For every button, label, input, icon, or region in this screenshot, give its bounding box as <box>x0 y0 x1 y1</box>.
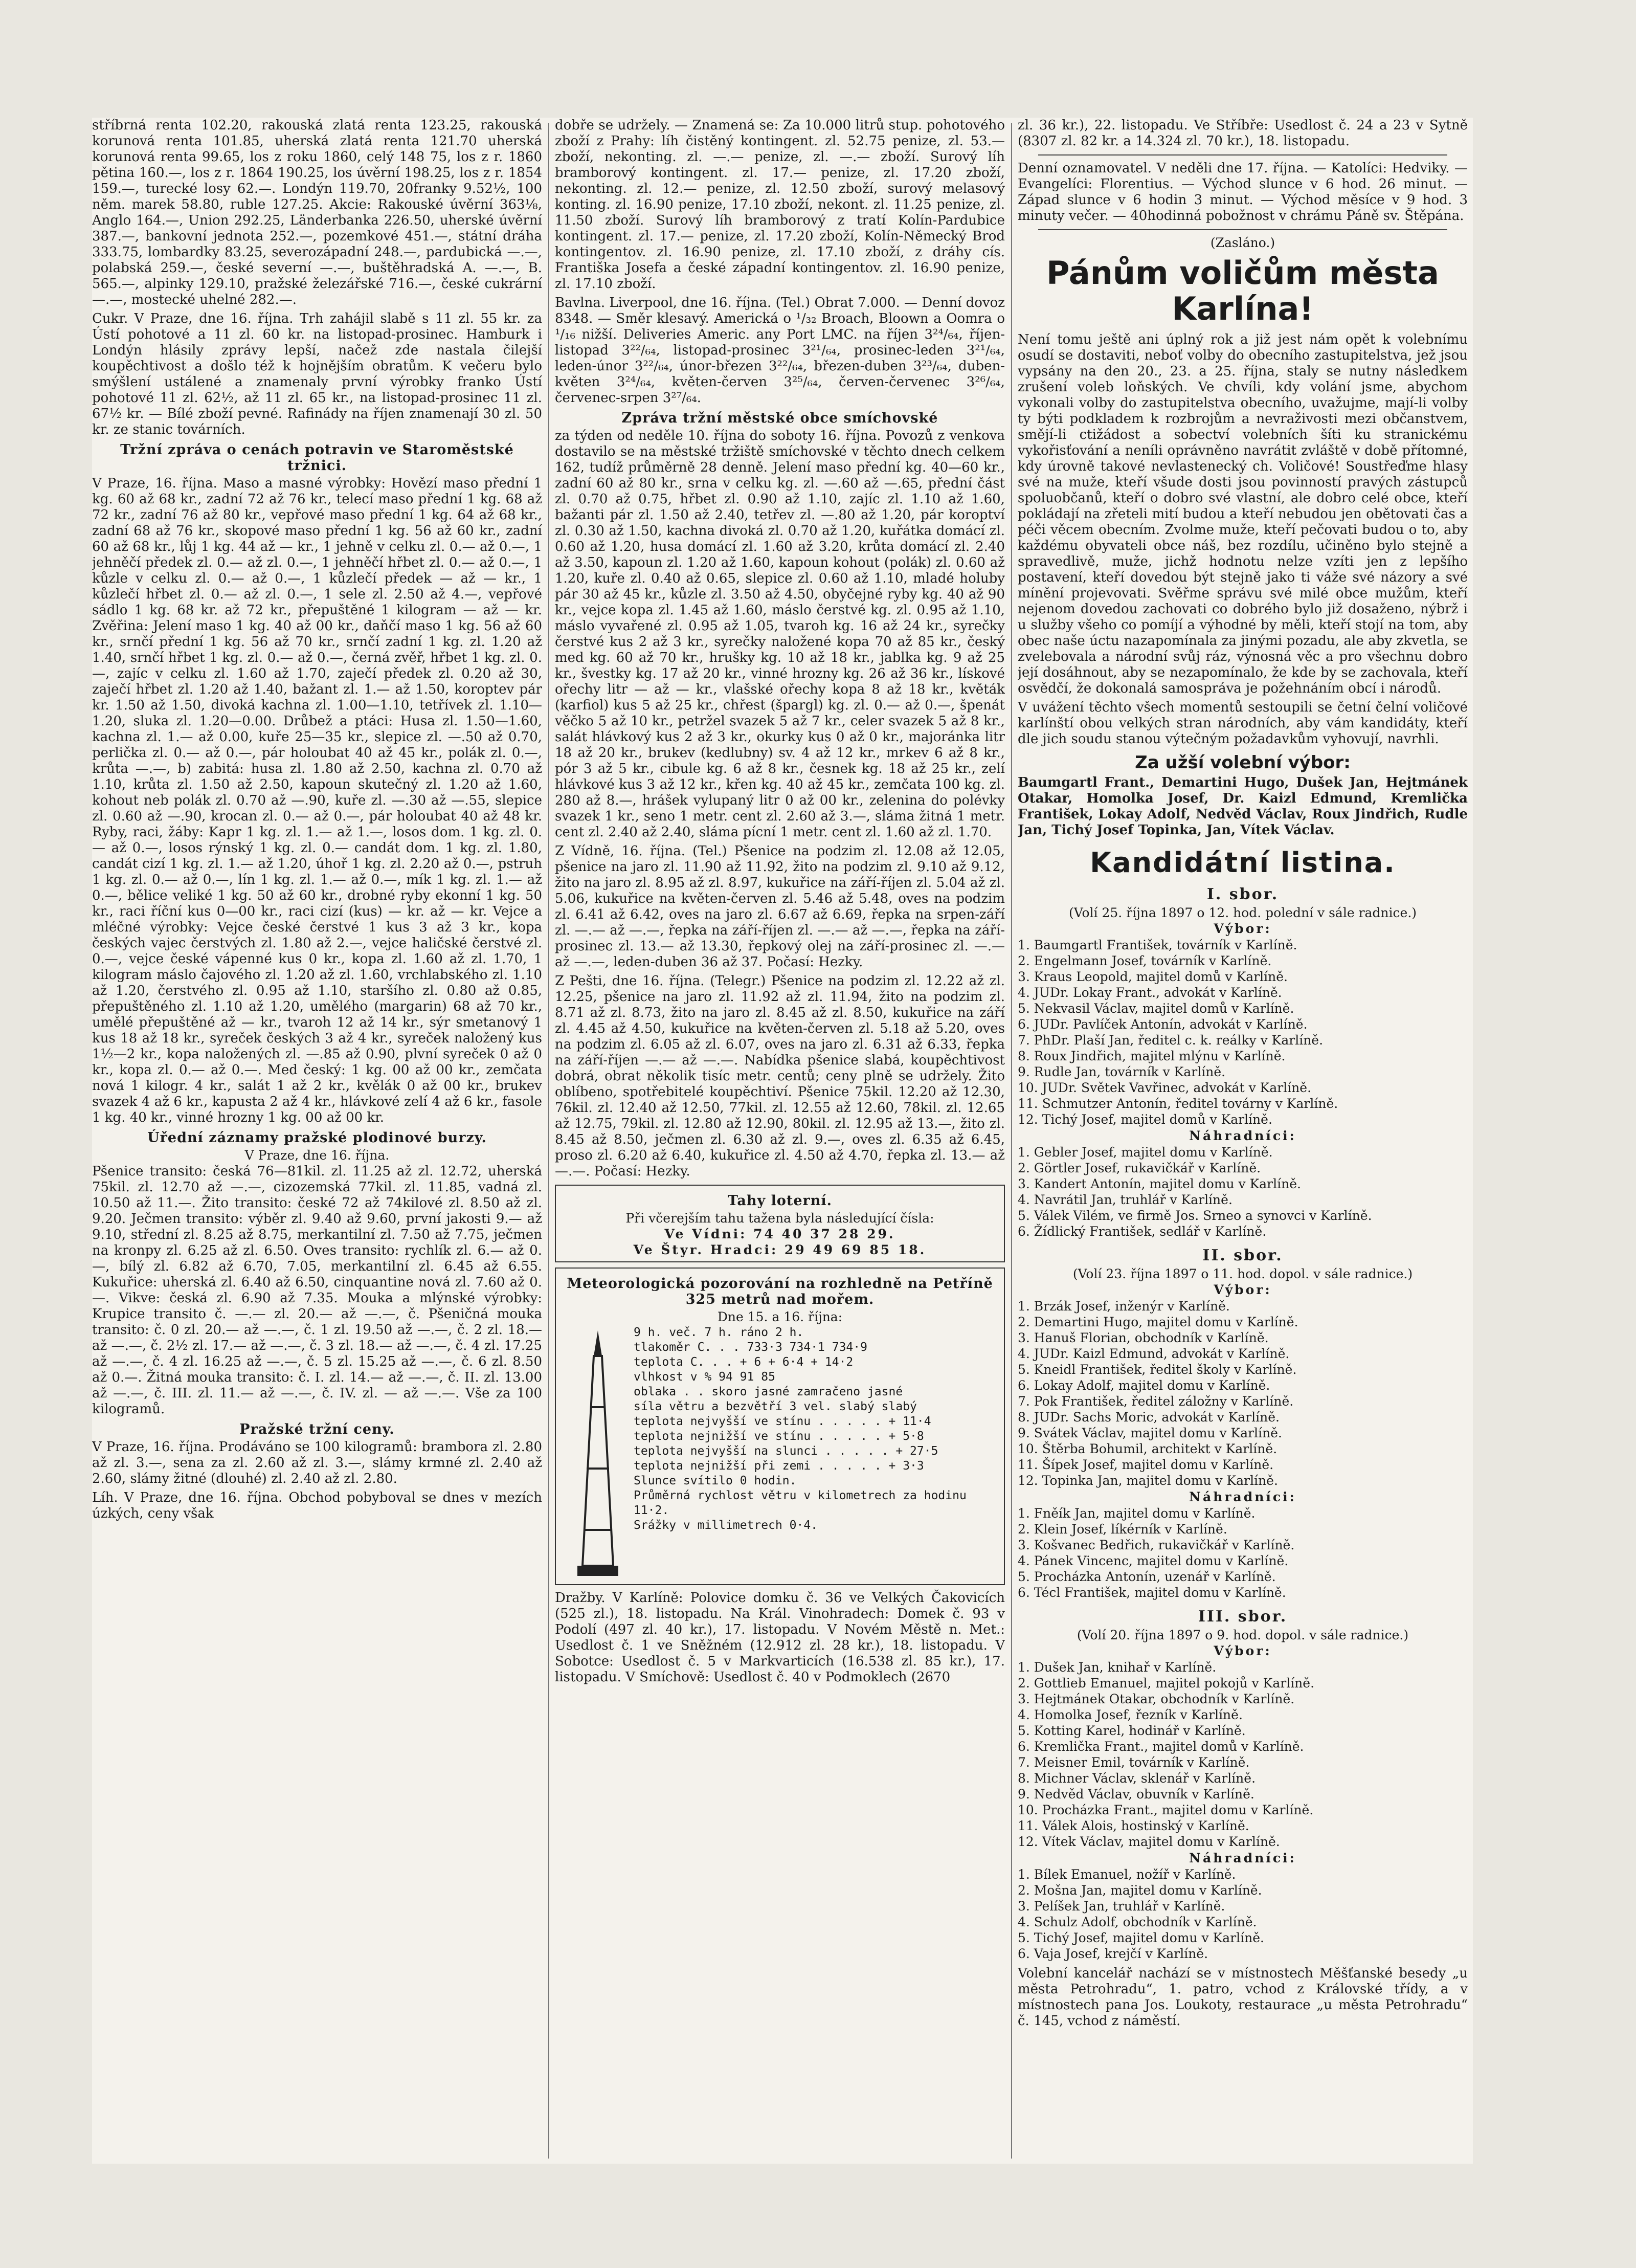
substitute: 1. Gebler Josef, majitel domu v Karlíně. <box>1018 1145 1273 1160</box>
spirit-report: Líh. V Praze, dne 16. října. Obchod pobyboval se dnes v mezích úzkých, ceny však <box>92 1490 542 1521</box>
substitutes-label: Náhradníci: <box>1189 1128 1296 1143</box>
candidate: 12. Topinka Jan, majitel domu v Karlíně. <box>1018 1473 1278 1488</box>
market-report: V Praze, 16. října. Maso a masné výrobky: Hovězí maso přední 1 kg. 60 až 68 kr., zadní 72 až 76 kr., telecí maso přední 1 kg. 68 až 72 kr., zadní 76 až 80 kr., vepřové maso přední 1 kg. 64 až 68 kr., zadní 68 až 76 kr., skopové maso přední 1 kg. 56 až 60 kr., zadní 60 až 68 kr., lůj 1 kg. 44 až — kr., 1 jehně v celku zl. 0.— až 0.—, 1 jehněčí předek zl. 0.— až zl. 0.—, 1 jehněčí hřbet zl. 0.— až 0.—, 1 kůzle v celku zl. 0.— až 0.—, 1 kůzlečí předek — až — kr., 1 kůzlečí hřbet zl. 0.— až zl. 0.—, 1 sele zl. 2.50 až 4.—, vepřové sádlo 1 kg. 68 kr. až 72 kr., přepuštěné 1 kilogram — až — kr. Zvěřina: Jelení maso 1 kg. 40 až 00 kr., daňčí maso 1 kg. 56 až 60 kr., srnčí přední 1 kg. 56 až 70 kr., srnčí zadní 1 kg. zl. 1.20 až 1.40, srnčí hřbet 1 kg. zl. 0.— až 0.—, černá zvěř, hřbet 1 kg. zl. 0.—, zajíc v celku zl. 1.60 až 1.70, zaječí předek zl. 0.20 až 30, zaječí hřbet zl. 1.20 až 1.40, bažant zl. 1.— až 1.50, koroptev pár kr. 1.50 až 1.50, divoká kachna zl. 1.00—1.10, tetřívek zl. 1.10—1.20, sluka zl. 1.20—0.00. Drůbež a ptáci: Husa zl. 1.50—1.60, kachna zl. 1.— až 0.00, kuře 25—35 kr., slepice zl. —.50 až 0.70, perlička zl. 0.— až 0.—, pár holoubat 40 až 45 kr., polák zl. 0.—, krůta —.—, b) zabitá: husa zl. 1.80 až 2.50, kachna zl. 0.70 až 1.10, krůta zl. 1.50 až 2.50, kapoun skutečný zl. 1.20 až 1.60, kohout neb polák zl. 0.70 až —.90, kuře zl. —.30 až —.55, slepice zl. 0.60 až —.90, krocan zl. 0.— až 0.—, pár holoubat 40 až 48 kr. Ryby, raci, žáby: Kapr 1 kg. zl. 1.— až 1.—, losos dom. 1 kg. zl. 0.— až 0.—, losos rýnský 1 kg. zl. 0.— candát dom. 1 kg. zl. 1.80, candát cizí 1 kg. zl. 1.— až 1.20, úhoř 1 kg. zl. 2.20 až 0.—, pstruh 1 kg. zl. 0.— až 0.—, lín 1 kg. zl. 1.— až 0.—, mík 1 kg. zl. 1.— až 0.—, bělice veliké 1 kg. 50 až 60 kr., drobné ryby ekonní 1 kg. 50 kr., raci říční kus 0—00 kr., raci cizí (kus) — kr. až — kr. Vejce a mléčné výrobky: Vejce české čerstvé 1 kus 3 až 3 kr., kopa českých vajec čerstvých zl. 1.80 až 2.—, vejce haličské čerstvé zl. 0.—, vejce české vápenné kus 0 kr., kopa zl. 1.60 až zl. 1.70, 1 kilogram máslo čajového zl. 1.20 až zl. 1.60, vrchlabského zl. 1.10 až 1.20, čerstvého zl. 0.95 až 1.10, staršího zl. 0.80 až 0.85, přepuštěného zl. 1.10 až 1.20, umělého (margarin) 68 až 70 kr., umělé přepuštěné až — kr., tvaroh 12 až 14 kr., sýr smetanový 1 kus 18 až 18 kr., syreček českých 3 až 4 kr., syreček naložený kus 1½—2 kr., kopa naložených zl. —.85 až 0.90, plvní syreček 0 až 0 kr., kopa zl. 0.— až 0.—. Med český: 1 kg. 00 až 00 kr., zemčata nová 1 kilogr. 4 kr., salát 1 až 2 kr., kvělák 0 až 00 kr., brukev svazek 4 až 6 kr., kapusta 2 až 4 kr., hlávkové zelí 4 až 6 kr., fasole 1 kg. 40 kr., vinné hrozny 1 kg. 00 až 00 kr. <box>92 476 542 1125</box>
candidate: 1. Baumgartl František, továrník v Karlíně. <box>1018 938 1297 952</box>
candidate: 4. JUDr. Lokay Frant., advokát v Karlíně. <box>1018 985 1282 1000</box>
candidate: 9. Rudle Jan, továrník v Karlíně. <box>1018 1064 1226 1079</box>
met-extra: teplota nejvyšší ve stínu . . . . . + 11·4 <box>634 1415 931 1428</box>
substitute: 2. Klein Josef, líkérník v Karlíně. <box>1018 1522 1227 1537</box>
lottery-title: Tahy loterní. <box>727 1193 833 1209</box>
substitute: 5. Válek Vilém, ve firmě Jos. Srneo a synovci v Karlíně. <box>1018 1208 1372 1223</box>
substitute: 2. Görtler Josef, rukavičkář v Karlíně. <box>1018 1161 1261 1175</box>
candidate: 12. Vítek Václav, majitel domu v Karlíně. <box>1018 1834 1280 1849</box>
met-row: síla větru a bezvětří 3 vel. slabý slabý <box>634 1400 917 1413</box>
election-office-notice: Volební kancelář nachází se v místnostech Měšťanské besedy „u města Petrohradu“, 1. patro, vchod z Královské třídy, a v místnostech pana Jos. Loukoty, restaurace „u města Petrohradu“ č. 145, vchod z náměstí. <box>1018 1966 1468 2029</box>
substitute: 3. Kandert Antonín, majitel domu v Karlíně. <box>1018 1176 1301 1191</box>
met-row: teplota C. . . + 6 + 6·4 + 14·2 <box>634 1355 854 1369</box>
divider <box>1038 154 1447 155</box>
candidate-list-title: Kandidátní listina. <box>1090 847 1396 879</box>
smichov-heading: Zpráva tržní městské obce smíchovské <box>621 410 938 426</box>
lottery-vienna: Ve Vídni: 74 40 37 28 29. <box>664 1227 895 1241</box>
met-extra: teplota nejnižší ve stínu . . . . . + 5·8 <box>634 1430 924 1443</box>
appeal-text: Není tomu ještě ani úplný rok a již jest nám opět k volebnímu osudí se dostaviti, neboť volby do obecního zastupitelstva, jež jsou vypsány na den 20., 23. a 25. října, staly se nutny následkem zrušení voleb loňských. Ve chvíli, kdy volání jsme, abychom vykonali volby do zastupitelstva obecního, uvažujme, mají-li volby ty býti podkladem k rozbrojům a nevraživosti mezi občanstvem, smějí-li ctižádost a sobectví volebních šíti ku stranickému vykořisťování a neníli oprávněno navrátit zvláště v době přítomné, kdy úrovně takové nevlastenecký ch. Voličové! Soustřeďme hlasy své na muže, kteří všude dosti jsou povinností pravých zástupců spoluobčanů, kteří o dobro své vlastní, ale dobro celé obce, kteří pokládají na zřeteli mití budou a kteří nebudou jen obětovati čas a péči věcem obecním. Zvolme muže, kteří pečovati budou o to, aby každému obyvateli obce náš, bez rozdílu, učiněno bylo stejně a spravedlivě, muže, jichž hodnotu nelze vzíti jen z lepšího postavení, kteří dovedou být stejně jako ti váže své názory a své mínění projevovati. Svěřme správu své milé obce mužům, kteří nejenom dovedou zachovati co dobrého bylo již dosaženo, nýbrž i u služby všeho co pomíjí a výhodné by měli, kteří stojí na tom, aby obec naše úctu nazapomínala za jinými pozadu, ale aby zkvetla, se zvelebovala a národní svůj ráz, výnosná věc a pro všechnu dobro její dosáhnout, aby se nezapomínalo, že kde by se zachovala, kteří osvědčí, že dokonalá samospráva je požehnáním obcí i národů. <box>1018 332 1468 696</box>
appeal-conclusion: V uvážení těchto všech momentů sestoupili se četní čelní voličové karlínští obou velkých stran národních, aby vám kandidáty, kteří dle jich soudu stanou výtečným požadavkům vyhovují, navrhli. <box>1018 700 1468 747</box>
smichov-report: za týden od neděle 10. října do soboty 16. října. Povozů z venkova dostavilo se na městské tržiště smíchovské v těchto dnech celkem 162, tudíž průměrně 28 denně. Jelení maso přední kg. 40—60 kr., zadní 60 až 80 kr., srna v celku kg. zl. —.60 až —.65, přední část zl. 0.70 až 0.75, hřbet zl. 0.90 až 1.10, zajíc zl. 1.10 až 1.60, bažanti pár zl. 1.50 až 2.40, tetřev zl. —.80 až 1.20, pár koroptví zl. 0.30 až 1.50, kachna divoká zl. 0.70 až 1.20, kuřátka domácí zl. 0.60 až 1.20, husa domácí zl. 1.60 až 3.20, krůta domácí zl. 2.40 až 3.50, kapoun zl. 1.20 až 1.60, kapoun kohout (polák) zl. 0.60 až 1.20, kuře zl. 0.40 až 0.65, slepice zl. 0.60 až 1.10, mladé holuby pár 30 až 45 kr., kůzle zl. 3.50 až 4.50, obyčejné ryby kg. 40 až 90 kr., vejce kopa zl. 1.45 až 1.60, máslo čerstvé kg. zl. 0.95 až 1.10, máslo vyvařené zl. 0.95 až 1.05, tvaroh kg. 16 až 24 kr., syrečky čerstvé kus 2 až 3 kr., syrečky naložené kopa 70 až 85 kr., český med kg. 60 až 70 kr., hrušky kg. 10 až 18 kr., jablka kg. 9 až 25 kr., švestky kg. 17 až 20 kr., vinné hrozny kg. 26 až 36 kr., lískové ořechy litr — až — kr., vlašské ořechy kopa 8 až 18 kr., květák (karfiol) kus 5 až 25 kr., chřest (špargl) kg. zl. 0.— až 0.—, špenát věčko 5 až 10 kr., petržel svazek 5 až 7 kr., celer svazek 5 až 8 kr., salát hlávkový kus 2 až 3 kr., okurky kus 0 až 0 kr., majoránka litr 18 až 20 kr., brukev (kedlubny) sv. 4 až 12 kr., mrkev 6 až 8 kr., pór 3 až 5 kr., cibule kg. 6 až 8 kr., česnek kg. 18 až 25 kr., zelí hlávkové kus 3 až 12 kr., křen kg. 40 až 45 kr., zemčata 100 kg. zl. 280 až 8.—, hrášek vylupaný litr 0 až 00 kr., zelenina do polévky svazek 1 kr., seno 1 metr. cent zl. 2.60 až 3.—, sláma žitná 1 metr. cent zl. 2.40 až 2.40, sláma pícní 1 metr. cent zl. 1.60 až zl. 1.70. <box>555 428 1005 840</box>
substitutes-label: Náhradníci: <box>1189 1851 1296 1865</box>
candidate: 6. Lokay Adolf, majitel domu v Karlíně. <box>1018 1378 1270 1393</box>
meteorology-title: Meteorologická pozorování na rozhledně na Petříně 325 metrů nad mořem. <box>567 1276 993 1307</box>
candidate: 8. JUDr. Sachs Moric, advokát v Karlíně. <box>1018 1410 1280 1425</box>
exchange-date: V Praze, dne 16. října. <box>244 1148 390 1163</box>
substitute: 3. Košvanec Bedřich, rukavičkář v Karlíně. <box>1018 1538 1295 1552</box>
voters-headline: Pánům voličům města Karlína! <box>1046 254 1439 327</box>
candidate: 5. Nekvasil Václav, majitel domů v Karlíně. <box>1018 1001 1294 1016</box>
candidate: 7. Meisner Emil, továrník v Karlíně. <box>1018 1755 1250 1770</box>
section-2-title: II. sbor. <box>1202 1247 1283 1264</box>
candidate: 4. Homolka Josef, řezník v Karlíně. <box>1018 1707 1243 1722</box>
lottery-graz: Ve Štyr. Hradci: 29 49 69 85 18. <box>633 1242 927 1257</box>
substitute: 4. Schulz Adolf, obchodník v Karlíně. <box>1018 1915 1257 1929</box>
committee-names: Baumgartl Frant., Demartini Hugo, Dušek Jan, Hejtmánek Otakar, Homolka Josef, Dr. Kaizl Edmund, Kremlička František, Lokay Adolf, Nedvěd Václav, Roux Jindřich, Rudle Jan, Tichý Josef Topinka, Jan, Vítek Václav. <box>1018 775 1468 838</box>
section-3-title: III. sbor. <box>1198 1608 1288 1626</box>
met-row: tlakoměr C. . . 733·3 734·1 734·9 <box>634 1341 867 1354</box>
sent-in-label: (Zasláno.) <box>1210 235 1275 250</box>
candidate: 6. JUDr. Pavlíček Antonín, advokát v Karlíně. <box>1018 1017 1308 1032</box>
exchange-prices: Pšenice transito: česká 76—81kil. zl. 11.25 až zl. 12.72, uherská 75kil. zl. 12.70 až —.—, cizozemská 77kil. zl. 11.85, vadná zl. 10.50 až 11.—. Žito transito: české 72 až 74kilové zl. 8.50 až zl. 9.20. Ječmen transito: výběr zl. 9.40 až 9.60, první jakosti 9.— až 9.10, střední zl. 8.25 až 8.75, merkantilní zl. 7.50 až 7.75, ječmen na kronpy zl. 6.25 až zl. 6.50. Oves transito: rychlík zl. 6.— až 0.—, bílý zl. 6.82 až 6.70, 7.05, merkantilní zl. 6.45 až 6.55. Kukuřice: uherská zl. 6.40 až 6.50, cinquantine nová zl. 7.60 až 0.—. Vikve: česká zl. 6.90 až 7.35. Mouka a mlýnské výrobky: Krupice transito č. —.— zl. 20.— až —.—, č. Pšeničná mouka transito: č. 0 zl. 20.— až —.—, č. 1 zl. 19.50 až —.—, č. 2 zl. 18.— až —.—, č. 2½ zl. 17.— až —.—, č. 3 zl. 18.— až —.—, č. 4 zl. 17.25 až —.—, č. 4 zl. 16.25 až —.—, č. 5 zl. 15.25 až —.—, č. 6 zl. 8.50 až 0.—. Žitná mouka transito: č. I. zl. 14.— až —.—, č. II. zl. 13.00 až —.—, č. III. zl. 11.— až —.—, č. IV. zl. — až —.—. Vše za 100 kilogramů. <box>92 1164 542 1417</box>
column-3 <box>1018 118 1468 2164</box>
candidate: 5. Kotting Karel, hodinář v Karlíně. <box>1018 1723 1246 1738</box>
section-2-info: (Volí 23. října 1897 o 11. hod. dopol. v sále radnice.) <box>1072 1266 1413 1281</box>
substitute: 5. Tichý Josef, majitel domu v Karlíně. <box>1018 1930 1264 1945</box>
candidate: 1. Dušek Jan, knihař v Karlíně. <box>1018 1660 1217 1675</box>
auctions-report: Dražby. V Karlíně: Polovice domku č. 36 ve Velkých Čakovicích (525 zl.), 18. listopadu. Na Král. Vinohradech: Domek č. 93 v Podolí (497 zl. 40 kr.), 17. listopadu. V Novém Městě n. Met.: Usedlost č. 1 ve Sněžném (12.912 zl. 28 kr.), 18. listopadu. V Sobotce: Usedlost č. 5 v Markvarticích (16.538 zl. 85 kr.), 17. listopadu. V Smíchově: Usedlost č. 40 v Podmoklech (2670 <box>555 1590 1005 1685</box>
substitute: 6. Técl František, majitel domu v Karlíně. <box>1018 1585 1286 1600</box>
exchange-report: stříbrná renta 102.20, rakouská zlatá renta 123.25, rakouská korunová renta 101.85, uherská zlatá renta 121.70 uherská korunová renta 99.65, los z roku 1860, celý 148 75, los z r. 1860 pětina 160.—, los z r. 1864 190.25, los úvěrní 198.25, los z r. 1854 159.—, turecké losy 62.—. Londýn 119.70, 20franky 9.52½, 100 něm. marek 58.80, ruble 127.25. Akcie: Rakouské úvěrní 363⅛, Anglo 164.—, Union 292.25, Länderbanka 226.50, uherské úvěrní 387.—, bankovní jednota 252.—, pozemkové 451.—, státní dráha 333.75, lombardky 83.25, severozápadní 248.—, pardubická —.—, polabská 259.—, české severní —.—, buštěhradská A. —.—, B. 565.—, alpinky 129.10, pražské železářské 716.—, české cukrární —.—, mostecké uhelné 282.—. <box>92 118 542 307</box>
committee-title: Za užší volební výbor: <box>1135 752 1351 773</box>
lottery-intro: Při včerejším tahu tažena byla následující čísla: <box>625 1211 934 1226</box>
candidate: 10. Procházka Frant., majitel domu v Karlíně. <box>1018 1803 1314 1817</box>
met-extra: teplota nejvyšší na slunci . . . . . + 27·5 <box>634 1444 938 1458</box>
column-rule <box>548 123 549 2159</box>
candidate: 10. Štěrba Bohumil, architekt v Karlíně. <box>1018 1441 1278 1456</box>
prague-prices: V Praze, 16. října. Prodáváno se 100 kilogramů: brambora zl. 2.80 až zl. 3.—, sena za zl. 2.60 až zl. 3.—, slámy krmné zl. 2.40 až 2.60, slámy žitné (dlouhé) zl. 2.40 až zl. 2.80. <box>92 1439 542 1486</box>
candidate: 8. Roux Jindřich, majitel mlýnu v Karlíně. <box>1018 1049 1286 1063</box>
substitute: 4. Navrátil Jan, truhlář v Karlíně. <box>1018 1192 1232 1207</box>
spirit-continued: dobře se udržely. — Znamená se: Za 10.000 litrů stup. pohotového zboží z Prahy: líh čistěný kontingent. zl. 52.75 penize, zl. 53.— zboží, nekonting. zl. —.— penize, zl. —.— zboží. Surový líh bramborový kontingent. zl. 17.— penize, zl. 17.20 zboží, nekonting. zl. 12.— penize, zl. 12.50 zboží, surový melasový konting. zl. 16.90 penize, 17.10 zboží, nekont. zl. 11.25 penize, zl. 11.50 zboží. Surový líh bramborový z tratí Kolín-Pardubice kontingent. zl. 17.— penize, zl. 17.20 zboží, Kolín-Německý Brod kontingentov. zl. 16.90 penize, zl. 17.10 zboží, z dráhy cís. Františka Josefa a české západní kontingentov. zl. 16.90 penize, zl. 17.10 zboží. <box>555 118 1005 292</box>
candidate: 2. Engelmann Josef, továrník v Karlíně. <box>1018 953 1272 968</box>
auctions-continued: zl. 36 kr.), 22. listopadu. Ve Stříbře: Usedlost č. 24 a 23 v Sytně (8307 zl. 82 kr. a 14.324 zl. 70 kr.), 18. listopadu. <box>1018 118 1468 149</box>
candidate: 8. Michner Václav, sklenář v Karlíně. <box>1018 1771 1256 1786</box>
substitute: 3. Pelíšek Jan, truhlář v Karlíně. <box>1018 1899 1225 1914</box>
candidate: 2. Demartini Hugo, majitel domu v Karlíně. <box>1018 1315 1298 1329</box>
candidate: 7. PhDr. Plaší Jan, ředitel c. k. reálky v Karlíně. <box>1018 1033 1324 1048</box>
substitute: 1. Fněík Jan, majitel domu v Karlíně. <box>1018 1506 1256 1521</box>
candidate: 12. Tichý Josef, majitel domů v Karlíně. <box>1018 1112 1272 1127</box>
substitute: 1. Bílek Emanuel, nožíř v Karlíně. <box>1018 1867 1236 1882</box>
column-2 <box>555 118 1005 2164</box>
sugar-report: Cukr. V Praze, dne 16. října. Trh zahájil slabě s 11 zl. 55 kr. za Ústí pohotové a 11 zl. 60 kr. na listopad-prosinec. Hamburk i Londýn hlásily zprávy lepší, načež zde nastala čilejší koupěchtivost a došlo též k hojnějším obratům. K večeru bylo smýšlení ustálené a znamenaly první výrobky franko Ústí pohotové 11 zl. 62½, až 11 zl. 65 kr., na listopad-prosinec 11 zl. 67½ kr. — Bílé zboží pevné. Rafinády na říjen znamenají 30 zl. 50 kr. ze stanic továrních. <box>92 311 542 437</box>
section-1-title: I. sbor. <box>1206 885 1279 903</box>
candidate: 3. Hejtmánek Otakar, obchodník v Karlíně. <box>1018 1692 1295 1706</box>
column-rule <box>1011 123 1012 2159</box>
candidate: 1. Brzák Josef, inženýr v Karlíně. <box>1018 1299 1230 1314</box>
prague-prices-heading: Pražské tržní ceny. <box>239 1421 395 1437</box>
section-1-info: (Volí 25. října 1897 o 12. hod. polední v sále radnice.) <box>1068 905 1417 920</box>
candidate: 3. Kraus Leopold, majitel domů v Karlíně. <box>1018 969 1288 984</box>
column-1 <box>92 118 542 2164</box>
substitute: 6. Vaja Josef, krejčí v Karlíně. <box>1018 1946 1208 1961</box>
met-extra: Slunce svítilo 0 hodin. <box>634 1474 797 1487</box>
meteorology-header: 9 h. več. 7 h. ráno 2 h. <box>634 1326 804 1339</box>
candidate: 7. Pok František, ředitel záložny v Karlíně. <box>1018 1394 1294 1409</box>
candidate: 4. JUDr. Kaizl Edmund, advokát v Karlíně. <box>1018 1346 1290 1361</box>
candidate: 2. Gottlieb Emanuel, majitel pokojů v Karlíně. <box>1018 1676 1315 1691</box>
meteorology-date: Dne 15. a 16. října: <box>717 1309 843 1324</box>
candidate: 10. JUDr. Světek Vavřinec, advokát v Karlíně. <box>1018 1080 1312 1095</box>
meteorology-box <box>555 1268 1005 1585</box>
substitute: 2. Mošna Jan, majitel domu v Karlíně. <box>1018 1883 1262 1898</box>
lottery-box <box>555 1185 1005 1262</box>
newspaper-page <box>92 118 1473 2164</box>
divider <box>1038 229 1447 230</box>
substitute: 4. Pánek Vincenc, majitel domu v Karlíně. <box>1018 1553 1289 1568</box>
committee-label: Výbor: <box>1214 1282 1272 1297</box>
candidate: 6. Kremlička Frant., majitel domů v Karlíně. <box>1018 1739 1304 1754</box>
candidate: 11. Šípek Josef, majitel domu v Karlíně. <box>1018 1457 1274 1472</box>
daily-notice: Denní oznamovatel. V neděli dne 17. října. — Katolíci: Hedviky. — Evangelíci: Florentius. — Východ slunce v 6 hod. 26 minut. — Západ slunce v 6 hodin 3 minut. — Východ měsíce v 9 hod. 3 minuty večer. — 40hodinná pobožnost v chrámu Páně sv. Štěpána. <box>1018 161 1468 224</box>
candidate: 9. Svátek Václav, majitel domu v Karlíně. <box>1018 1426 1282 1440</box>
substitute: 6. Žídlický František, sedlář v Karlíně. <box>1018 1224 1267 1239</box>
cotton-report: Bavlna. Liverpool, dne 16. října. (Tel.) Obrat 7.000. — Denní dovoz 8348. — Směr klesavý. Americká o ¹/₃₂ Broach, Bloown a Oomra o ¹/₁₆ nižší. Deliveries Americ. any Port LMC. na říjen 3²⁴/₆₄, říjen-listopad 3²²/₆₄, listopad-prosinec 3²¹/₆₄, prosinec-leden 3²¹/₆₄, leden-únor 3²²/₆₄, únor-březen 3²²/₆₄, březen-duben 3²³/₆₄, duben-květen 3²⁴/₆₄, květen-červen 3²⁵/₆₄, červen-červenec 3²⁶/₆₄, červenec-srpen 3²⁷/₆₄. <box>555 295 1005 406</box>
met-extra: Srážky v millimetrech 0·4. <box>634 1519 818 1532</box>
met-row: vlhkost v % 94 91 85 <box>634 1370 775 1384</box>
committee-label: Výbor: <box>1214 1643 1272 1658</box>
candidate: 9. Nedvěd Václav, obuvník v Karlíně. <box>1018 1787 1254 1802</box>
substitutes-label: Náhradníci: <box>1189 1489 1296 1504</box>
section-3-info: (Volí 20. října 1897 o 9. hod. dopol. v sále radnice.) <box>1077 1628 1409 1642</box>
met-row: oblaka . . skoro jasné zamračeno jasné <box>634 1385 903 1398</box>
candidate: 11. Schmutzer Antonín, ředitel továrny v Karlíně. <box>1018 1096 1338 1111</box>
met-extra: teplota nejnižší při zemi . . . . . + 3·3 <box>634 1459 924 1473</box>
vienna-report: Z Vídně, 16. října. (Tel.) Pšenice na podzim zl. 12.08 až 12.05, pšenice na jaro zl. 11.90 až 11.92, žito na podzim zl. 9.10 až 9.12, žito na jaro zl. 8.95 až zl. 8.97, kukuřice na září-říjen zl. 5.04 až zl. 5.06, kukuřice na květen-červen zl. 5.46 až 5.48, oves na podzim zl. 6.41 až 6.42, oves na jaro zl. 6.67 až 6.69, řepka na srpen-září zl. —.— až —.—, řepka na září-říjen zl. —.— až —.—, řepka na září-prosinec zl. 13.— až 13.30, řepkový olej na září-prosinec zl. —.— až —.—, leden-duben 36 až 37. Počasí: Hezky. <box>555 843 1005 970</box>
substitute: 5. Procházka Antonín, uzenář v Karlíně. <box>1018 1569 1276 1584</box>
market-report-heading: Tržní zpráva o cenách potravin ve Staroměstské tržnici. <box>120 442 514 474</box>
met-extra: Průměrná rychlost větru v kilometrech za hodinu 11·2. <box>634 1489 967 1517</box>
candidate: 11. Válek Alois, hostinský v Karlíně. <box>1018 1818 1249 1833</box>
committee-label: Výbor: <box>1214 921 1272 936</box>
candidate: 5. Kneidl František, ředitel školy v Karlíně. <box>1018 1362 1297 1377</box>
candidate: 3. Hanuš Florian, obchodník v Karlíně. <box>1018 1330 1269 1345</box>
petrin-tower-icon <box>562 1325 634 1581</box>
exchange-heading: Úřední záznamy pražské plodinové burzy. <box>147 1130 487 1146</box>
pest-report: Z Pešti, dne 16. října. (Telegr.) Pšenice na podzim zl. 12.22 až zl. 12.25, pšenice na jaro zl. 11.92 až zl. 11.94, žito na podzim zl. 8.71 až zl. 8.73, žito na jaro zl. 8.45 až zl. 8.50, kukuřice na září zl. 4.45 až 4.50, kukuřice na květen-červen zl. 5.18 až 5.20, oves na podzim zl. 6.05 až zl. 6.07, oves na jaro zl. 6.31 až 6.33, řepka na září-říjen —.— až —.—. Nabídka pšenice slabá, koupěchtivost dobrá, obrat několik tisíc metr. centů; ceny plně se udržely. Žito oblíbeno, spotřebitelé koupěchtiví. Pšenice 75kil. 12.20 až 12.30, 76kil. zl. 12.40 až 12.50, 77kil. zl. 12.55 až 12.60, 78kil. zl. 12.65 až 12.75, 79kil. zl. 12.80 až 12.90, 80kil. zl. 12.95 až 13.—, žito zl. 8.45 až 8.50, ječmen zl. 6.30 až zl. 9.—, oves zl. 6.35 až 6.45, proso zl. 6.20 až 6.40, kukuřice zl. 4.50 až 4.70, řepka zl. 13.— až —.—. Počasí: Hezky. <box>555 973 1005 1179</box>
